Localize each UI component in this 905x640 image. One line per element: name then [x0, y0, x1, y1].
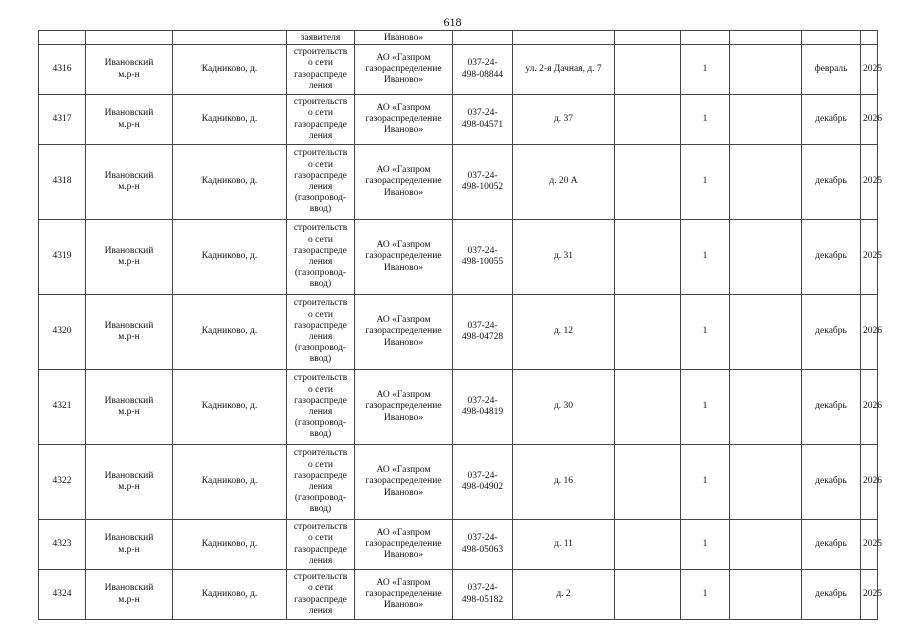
table-row-continued	[39, 31, 878, 45]
cell-work: строительств о сети газораспреде ления	[287, 570, 355, 620]
cell-month: декабрь	[802, 95, 861, 145]
cell-work: строительств о сети газораспреде ления (газопровод- ввод)	[287, 220, 355, 295]
cell-empty-1	[615, 295, 681, 370]
cell-settlement: Кадниково, д.	[173, 570, 287, 620]
cell-qty	[681, 31, 730, 45]
cell-settlement: Кадниково, д.	[173, 520, 287, 570]
objects-table	[38, 30, 882, 620]
cell-settlement: Кадниково, д.	[173, 295, 287, 370]
cell-code: 037-24- 498-04819	[453, 370, 513, 445]
cell-code: 037-24- 498-04571	[453, 95, 513, 145]
cell-qty: 1	[681, 220, 730, 295]
cell-district	[86, 31, 173, 45]
cell-district: Ивановский м.р-н	[86, 145, 173, 220]
cell-district: Ивановский м.р-н	[86, 445, 173, 520]
cell-address: д. 12	[513, 295, 615, 370]
cell-qty: 1	[681, 520, 730, 570]
cell-qty: 1	[681, 370, 730, 445]
cell-num	[39, 31, 86, 45]
cell-year: 2025	[861, 45, 878, 95]
cell-address: д. 20 А	[513, 145, 615, 220]
cell-address: д. 30	[513, 370, 615, 445]
cell-code: 037-24- 498-08844	[453, 45, 513, 95]
cell-org: АО «Газпром газораспределение Иваново»	[355, 95, 453, 145]
cell-qty: 1	[681, 45, 730, 95]
cell-code	[453, 31, 513, 45]
table-row	[39, 145, 878, 220]
table-row	[39, 370, 878, 445]
table-row	[39, 520, 878, 570]
cell-year: 2026	[861, 370, 878, 445]
cell-year: 2025	[861, 520, 878, 570]
table-row	[39, 445, 878, 520]
cell-empty-2	[730, 220, 802, 295]
cell-org: АО «Газпром газораспределение Иваново»	[355, 220, 453, 295]
cell-num: 4321	[39, 370, 86, 445]
cell-code: 037-24- 498-10055	[453, 220, 513, 295]
cell-org: АО «Газпром газораспределение Иваново»	[355, 45, 453, 95]
cell-num: 4318	[39, 145, 86, 220]
cell-work: заявителя	[287, 31, 355, 45]
table-row	[39, 570, 878, 620]
cell-work: строительств о сети газораспреде ления	[287, 95, 355, 145]
cell-qty: 1	[681, 295, 730, 370]
cell-code: 037-24- 498-04902	[453, 445, 513, 520]
cell-num: 4320	[39, 295, 86, 370]
table-row	[39, 95, 878, 145]
cell-empty-2	[730, 570, 802, 620]
cell-num: 4322	[39, 445, 86, 520]
cell-month: декабрь	[802, 145, 861, 220]
cell-num: 4317	[39, 95, 86, 145]
cell-empty-2	[730, 45, 802, 95]
cell-empty-1	[615, 95, 681, 145]
cell-work: строительств о сети газораспреде ления	[287, 45, 355, 95]
cell-month: декабрь	[802, 570, 861, 620]
cell-work: строительств о сети газораспреде ления (газопровод- ввод)	[287, 370, 355, 445]
cell-settlement: Кадниково, д.	[173, 370, 287, 445]
cell-org: Иваново»	[355, 31, 453, 45]
cell-settlement	[173, 31, 287, 45]
cell-org: АО «Газпром газораспределение Иваново»	[355, 445, 453, 520]
cell-address: д. 37	[513, 95, 615, 145]
cell-empty-2	[730, 520, 802, 570]
cell-address: д. 31	[513, 220, 615, 295]
cell-code: 037-24- 498-10052	[453, 145, 513, 220]
cell-num: 4323	[39, 520, 86, 570]
cell-empty-1	[615, 45, 681, 95]
cell-district: Ивановский м.р-н	[86, 520, 173, 570]
cell-address	[513, 31, 615, 45]
cell-settlement: Кадниково, д.	[173, 220, 287, 295]
cell-num: 4319	[39, 220, 86, 295]
cell-district: Ивановский м.р-н	[86, 220, 173, 295]
cell-work: строительств о сети газораспреде ления (газопровод- ввод)	[287, 445, 355, 520]
cell-year: 2026	[861, 445, 878, 520]
cell-qty: 1	[681, 145, 730, 220]
cell-qty: 1	[681, 445, 730, 520]
cell-address: д. 16	[513, 445, 615, 520]
cell-year: 2025	[861, 145, 878, 220]
cell-empty-2	[730, 31, 802, 45]
cell-year	[861, 31, 878, 45]
cell-org: АО «Газпром газораспределение Иваново»	[355, 145, 453, 220]
cell-work: строительств о сети газораспреде ления (газопровод- ввод)	[287, 145, 355, 220]
cell-org: АО «Газпром газораспределение Иваново»	[355, 570, 453, 620]
cell-year: 2025	[861, 220, 878, 295]
table-row	[39, 45, 878, 95]
cell-year: 2025	[861, 570, 878, 620]
cell-month: декабрь	[802, 445, 861, 520]
cell-code: 037-24- 498-05182	[453, 570, 513, 620]
cell-empty-2	[730, 95, 802, 145]
cell-empty-1	[615, 220, 681, 295]
cell-settlement: Кадниково, д.	[173, 445, 287, 520]
cell-month: декабрь	[802, 295, 861, 370]
cell-qty: 1	[681, 570, 730, 620]
cell-qty: 1	[681, 95, 730, 145]
cell-code: 037-24- 498-05063	[453, 520, 513, 570]
cell-district: Ивановский м.р-н	[86, 45, 173, 95]
cell-empty-1	[615, 370, 681, 445]
cell-org: АО «Газпром газораспределение Иваново»	[355, 370, 453, 445]
cell-work: строительств о сети газораспреде ления (газопровод- ввод)	[287, 295, 355, 370]
cell-address: д. 2	[513, 570, 615, 620]
table-row	[39, 220, 878, 295]
cell-settlement: Кадниково, д.	[173, 45, 287, 95]
cell-month	[802, 31, 861, 45]
cell-empty-2	[730, 295, 802, 370]
table-row	[39, 295, 878, 370]
cell-num: 4324	[39, 570, 86, 620]
cell-empty-1	[615, 31, 681, 45]
cell-district: Ивановский м.р-н	[86, 295, 173, 370]
cell-settlement: Кадниково, д.	[173, 145, 287, 220]
page-number: 618	[443, 15, 462, 29]
cell-work: строительств о сети газораспреде ления	[287, 520, 355, 570]
cell-month: декабрь	[802, 220, 861, 295]
cell-district: Ивановский м.р-н	[86, 370, 173, 445]
cell-district: Ивановский м.р-н	[86, 95, 173, 145]
cell-district: Ивановский м.р-н	[86, 570, 173, 620]
cell-empty-1	[615, 445, 681, 520]
cell-empty-1	[615, 145, 681, 220]
cell-empty-1	[615, 520, 681, 570]
cell-org: АО «Газпром газораспределение Иваново»	[355, 520, 453, 570]
cell-num: 4316	[39, 45, 86, 95]
cell-settlement: Кадниково, д.	[173, 95, 287, 145]
cell-empty-2	[730, 370, 802, 445]
cell-year: 2026	[861, 295, 878, 370]
cell-year: 2026	[861, 95, 878, 145]
cell-code: 037-24- 498-04728	[453, 295, 513, 370]
cell-empty-2	[730, 445, 802, 520]
cell-month: февраль	[802, 45, 861, 95]
cell-month: декабрь	[802, 370, 861, 445]
cell-org: АО «Газпром газораспределение Иваново»	[355, 295, 453, 370]
cell-empty-2	[730, 145, 802, 220]
cell-address: ул. 2-я Дачная, д. 7	[513, 45, 615, 95]
cell-address: д. 11	[513, 520, 615, 570]
cell-empty-1	[615, 570, 681, 620]
cell-month: декабрь	[802, 520, 861, 570]
